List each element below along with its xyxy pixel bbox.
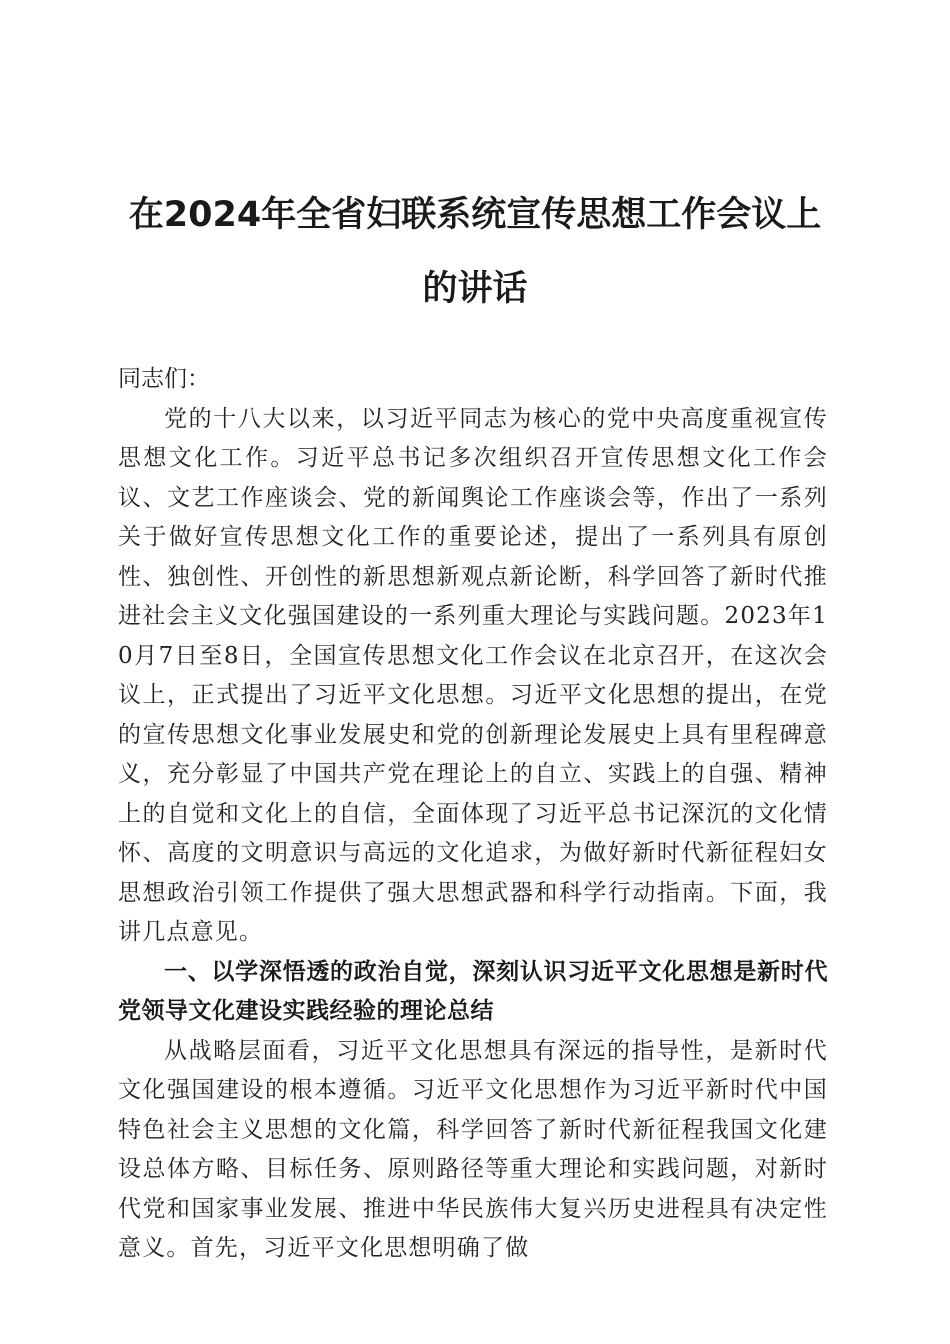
paragraph-intro: 党的十八大以来，以习近平同志为核心的党中央高度重视宣传思想文化工作。习近平总书记多次组织召开宣传思想文化工作会议、文艺工作座谈会、党的新闻舆论工作座谈会等，作出了一系列关于做好宣传思想文化工作的重要论述，提出了一系列具有原创性、独创性、开创性的新思想新观点新论断，科学回答了新时代推进社会主义文化强国建设的一系列重大理论与实践问题。2023年10月7日至8日，全国宣传思想文化工作会议在北京召开，在这次会议上，正式提出了习近平文化思想。习近平文化思想的提出，在党的宣传思想文化事业发展史和党的创新理论发展史上具有里程碑意义，充分彰显了中国共产党在理论上的自立、实践上的自强、精神上的自觉和文化上的自信，全面体现了习近平总书记深沉的文化情怀、高度的文明意识与高远的文化追求，为做好新时代新征程妇女思想政治引领工作提供了强大思想武器和科学行动指南。下面，我讲几点意见。 — [118, 405, 828, 945]
paragraph-section-1: 从战略层面看，习近平文化思想具有深远的指导性，是新时代文化强国建设的根本遵循。习近平文化思想作为习近平新时代中国特色社会主义思想的文化篇，科学回答了新时代新征程我国文化建设总体方略、目标任务、原则路径等重大理论和实践问题，对新时代党和国家事业发展、推进中华民族伟大复兴历史进程具有决定性意义。首先，习近平文化思想明确了做 — [118, 1037, 828, 1261]
salutation: 同志们： — [118, 366, 210, 392]
document-body — [118, 360, 828, 1269]
section-heading-1: 一、以学深悟透的政治自觉，深刻认识习近平文化思想是新时代党领导文化建设实践经验的理论总结 — [118, 958, 828, 1024]
document-title-line-1: 在2024年全省妇联系统宣传思想工作会议上 — [128, 195, 822, 235]
document-title-line-2: 的讲话 — [422, 269, 528, 309]
